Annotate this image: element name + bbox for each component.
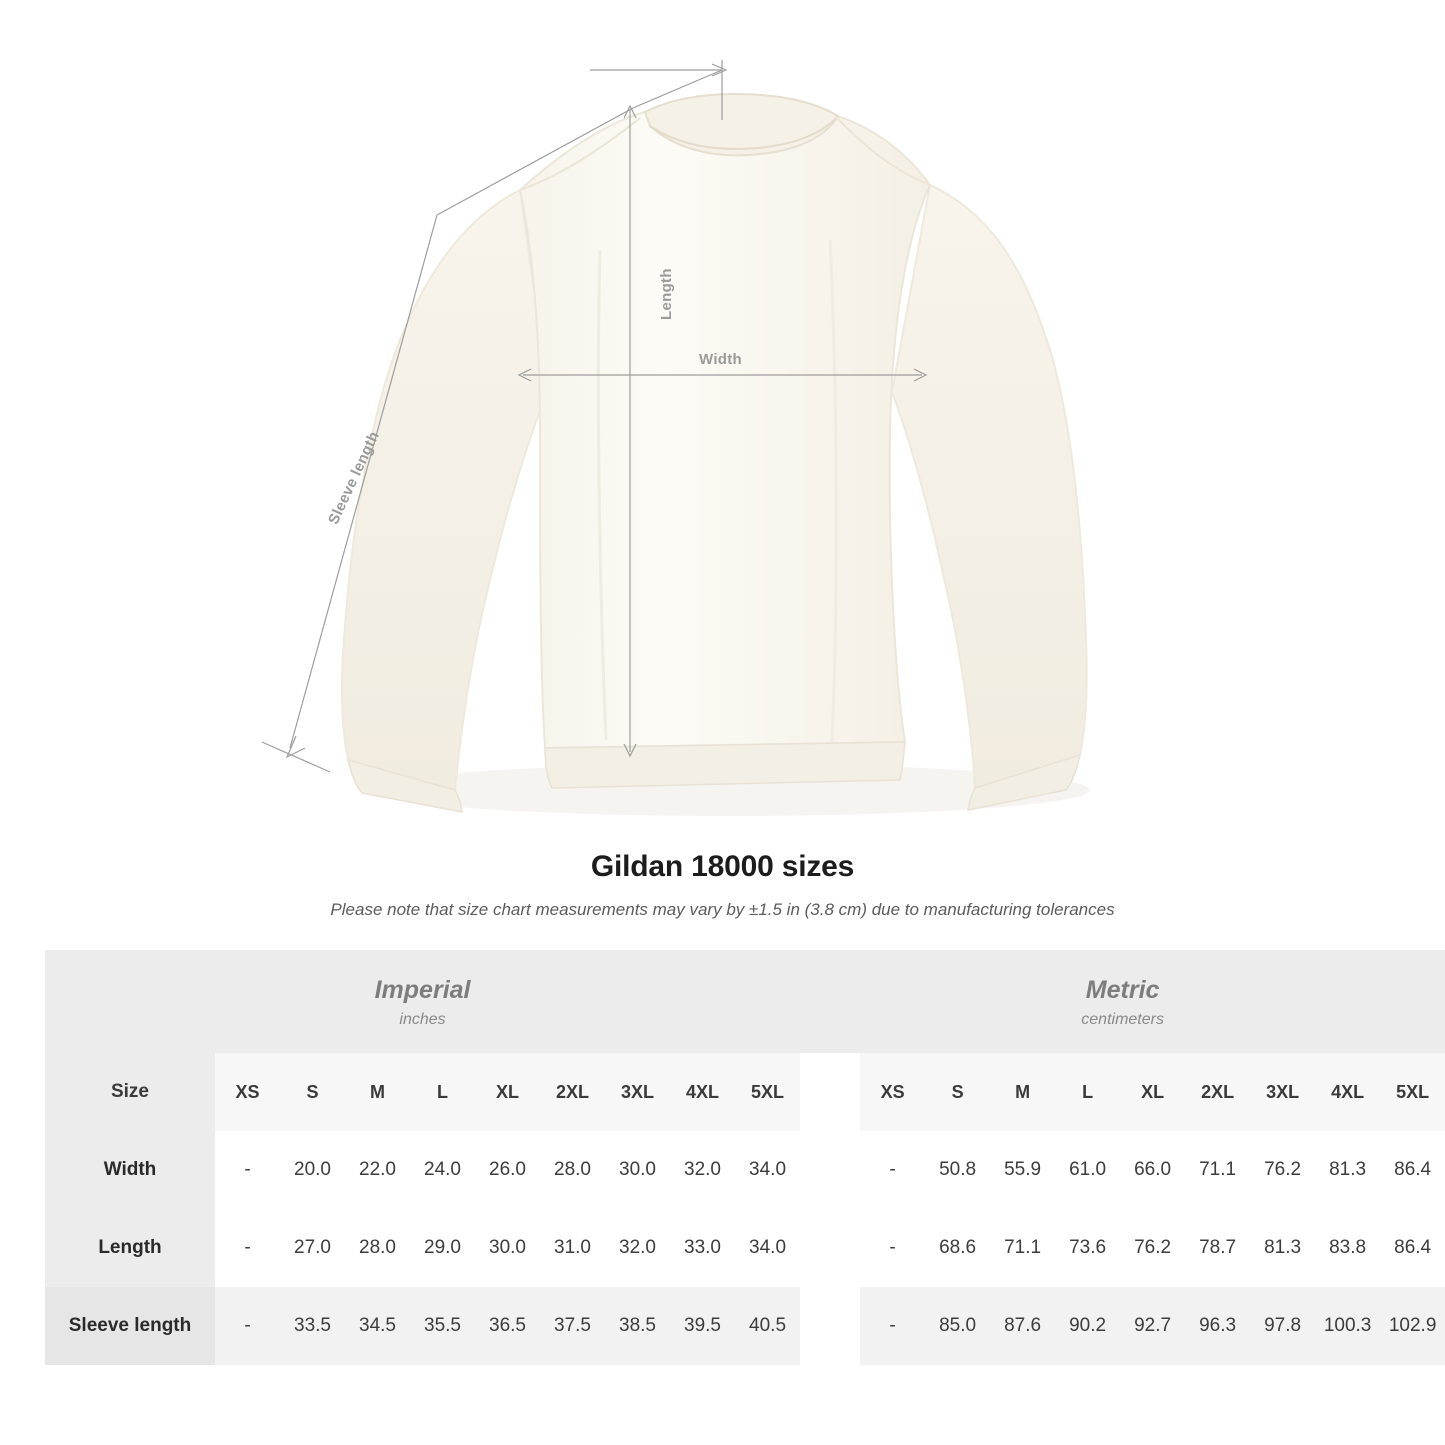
cell-sleeve-imperial-xl: 36.5 <box>475 1287 540 1365</box>
cell-width-metric-s: 50.8 <box>925 1131 990 1209</box>
col-header-imperial-5xl: 5XL <box>735 1053 800 1131</box>
col-header-metric-3xl: 3XL <box>1250 1053 1315 1131</box>
title-block <box>0 850 1445 920</box>
cell-width-imperial-xl: 26.0 <box>475 1131 540 1209</box>
cell-sleeve-metric-m: 87.6 <box>990 1287 1055 1365</box>
tolerance-note: Please note that size chart measurements may vary by ±1.5 in (3.8 cm) due to manufacturing tolerances <box>330 900 1115 919</box>
col-header-metric-5xl: 5XL <box>1380 1053 1445 1131</box>
metric-unit-sub: centimeters <box>1081 1011 1164 1028</box>
cell-sleeve-imperial-m: 34.5 <box>345 1287 410 1365</box>
row-header-label: Size <box>45 1053 215 1131</box>
cell-length-metric-2xl: 78.7 <box>1185 1209 1250 1287</box>
cell-sleeve-metric-3xl: 97.8 <box>1250 1287 1315 1365</box>
cell-length-imperial-xs: - <box>215 1209 280 1287</box>
cell-length-imperial-2xl: 31.0 <box>540 1209 605 1287</box>
cell-sleeve-metric-xs: - <box>860 1287 925 1365</box>
cell-width-imperial-4xl: 32.0 <box>670 1131 735 1209</box>
column-gap <box>800 1131 860 1209</box>
length-label: Length <box>658 268 675 320</box>
col-header-imperial-xs: XS <box>215 1053 280 1131</box>
col-header-metric-m: M <box>990 1053 1055 1131</box>
col-header-metric-xs: XS <box>860 1053 925 1131</box>
cell-width-imperial-s: 20.0 <box>280 1131 345 1209</box>
cell-length-imperial-m: 28.0 <box>345 1209 410 1287</box>
row-label-length: Length <box>45 1209 215 1287</box>
left-sleeve <box>342 190 548 790</box>
cell-width-imperial-m: 22.0 <box>345 1131 410 1209</box>
cell-sleeve-metric-s: 85.0 <box>925 1287 990 1365</box>
col-header-imperial-3xl: 3XL <box>605 1053 670 1131</box>
cell-length-metric-3xl: 81.3 <box>1250 1209 1315 1287</box>
sleeve-length-label: Sleeve length <box>325 428 383 528</box>
cell-width-metric-5xl: 86.4 <box>1380 1131 1445 1209</box>
cell-length-imperial-xl: 30.0 <box>475 1209 540 1287</box>
row-label-width: Width <box>45 1131 215 1209</box>
cell-length-metric-xs: - <box>860 1209 925 1287</box>
column-gap <box>800 1053 860 1131</box>
row-label-sleeve-length: Sleeve length <box>45 1287 215 1365</box>
cell-width-metric-2xl: 71.1 <box>1185 1131 1250 1209</box>
cell-width-imperial-xs: - <box>215 1131 280 1209</box>
cell-width-metric-l: 61.0 <box>1055 1131 1120 1209</box>
cell-sleeve-metric-l: 90.2 <box>1055 1287 1120 1365</box>
cell-width-metric-3xl: 76.2 <box>1250 1131 1315 1209</box>
unit-header-row <box>45 950 1445 1053</box>
cell-length-imperial-s: 27.0 <box>280 1209 345 1287</box>
column-gap <box>800 1287 860 1365</box>
column-gap <box>800 1209 860 1287</box>
cell-sleeve-imperial-2xl: 37.5 <box>540 1287 605 1365</box>
cell-length-metric-m: 71.1 <box>990 1209 1055 1287</box>
cell-length-metric-l: 73.6 <box>1055 1209 1120 1287</box>
cell-sleeve-imperial-3xl: 38.5 <box>605 1287 670 1365</box>
cell-length-metric-5xl: 86.4 <box>1380 1209 1445 1287</box>
page-title: Gildan 18000 sizes <box>590 850 855 883</box>
cell-sleeve-metric-xl: 92.7 <box>1120 1287 1185 1365</box>
col-header-metric-4xl: 4XL <box>1315 1053 1380 1131</box>
table-row <box>45 1287 1445 1365</box>
waistband <box>545 742 905 788</box>
cell-length-metric-4xl: 83.8 <box>1315 1209 1380 1287</box>
table-row <box>45 1131 1445 1209</box>
cell-width-imperial-5xl: 34.0 <box>735 1131 800 1209</box>
cell-sleeve-metric-2xl: 96.3 <box>1185 1287 1250 1365</box>
cell-length-imperial-3xl: 32.0 <box>605 1209 670 1287</box>
cell-length-imperial-4xl: 33.0 <box>670 1209 735 1287</box>
col-header-metric-s: S <box>925 1053 990 1131</box>
cell-width-metric-m: 55.9 <box>990 1131 1055 1209</box>
col-header-imperial-xl: XL <box>475 1053 540 1131</box>
col-header-metric-l: L <box>1055 1053 1120 1131</box>
cell-length-metric-xl: 76.2 <box>1120 1209 1185 1287</box>
cell-sleeve-imperial-xs: - <box>215 1287 280 1365</box>
metric-unit-cell <box>800 950 1445 1053</box>
col-header-imperial-2xl: 2XL <box>540 1053 605 1131</box>
cell-sleeve-imperial-l: 35.5 <box>410 1287 475 1365</box>
cell-length-imperial-l: 29.0 <box>410 1209 475 1287</box>
cell-width-metric-xs: - <box>860 1131 925 1209</box>
col-header-imperial-l: L <box>410 1053 475 1131</box>
imperial-unit-name: Imperial <box>374 976 471 1004</box>
cell-width-metric-4xl: 81.3 <box>1315 1131 1380 1209</box>
col-header-metric-xl: XL <box>1120 1053 1185 1131</box>
size-header-row <box>45 1053 1445 1131</box>
size-table-wrapper <box>45 950 1437 1365</box>
cell-width-imperial-3xl: 30.0 <box>605 1131 670 1209</box>
imperial-unit-cell <box>45 950 800 1053</box>
cell-width-imperial-2xl: 28.0 <box>540 1131 605 1209</box>
cell-sleeve-imperial-4xl: 39.5 <box>670 1287 735 1365</box>
cell-length-metric-s: 68.6 <box>925 1209 990 1287</box>
cell-sleeve-metric-4xl: 100.3 <box>1315 1287 1380 1365</box>
imperial-unit-sub: inches <box>399 1011 446 1028</box>
size-table <box>45 950 1445 1365</box>
col-header-imperial-4xl: 4XL <box>670 1053 735 1131</box>
right-sleeve <box>892 185 1087 788</box>
col-header-imperial-m: M <box>345 1053 410 1131</box>
table-row <box>45 1209 1445 1287</box>
cell-sleeve-metric-5xl: 102.9 <box>1380 1287 1445 1365</box>
body <box>520 105 930 748</box>
cell-width-metric-xl: 66.0 <box>1120 1131 1185 1209</box>
cell-sleeve-imperial-5xl: 40.5 <box>735 1287 800 1365</box>
cell-width-imperial-l: 24.0 <box>410 1131 475 1209</box>
col-header-metric-2xl: 2XL <box>1185 1053 1250 1131</box>
col-header-imperial-s: S <box>280 1053 345 1131</box>
cell-length-imperial-5xl: 34.0 <box>735 1209 800 1287</box>
width-label: Width <box>699 351 743 368</box>
cell-sleeve-imperial-s: 33.5 <box>280 1287 345 1365</box>
metric-unit-name: Metric <box>1085 976 1160 1004</box>
